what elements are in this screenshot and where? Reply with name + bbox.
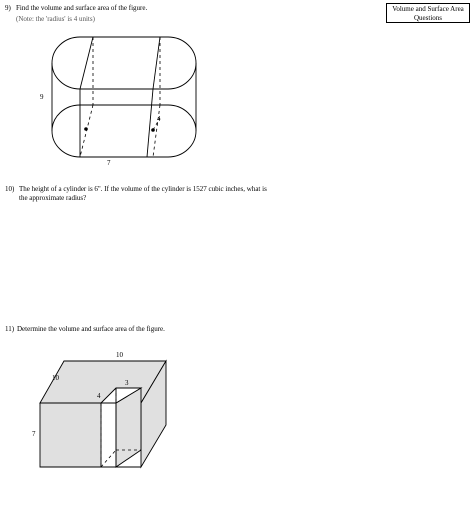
worksheet-title-line1: Volume and Surface Area (392, 5, 464, 13)
q9-radius-label: 4 (157, 115, 161, 123)
question-11-number: 11) (5, 325, 15, 333)
q11-top-width-label: 10 (116, 351, 123, 359)
question-11-text: Determine the volume and surface area of the figure. (17, 325, 165, 333)
right-center-dot (151, 128, 155, 132)
q9-length-label: 7 (107, 159, 111, 167)
top-capsule-face (52, 37, 196, 89)
hidden-bottom-left (80, 105, 93, 157)
front-left-seam (80, 37, 93, 89)
front-right-seam (153, 37, 160, 89)
question-9-number: 9) (5, 4, 11, 12)
question-10-line2: the approximate radius? (19, 194, 87, 202)
q11-notch-depth-label: 3 (125, 379, 129, 387)
capsule-prism-figure (0, 0, 474, 180)
left-center-dot (84, 127, 88, 131)
question-9-note: (Note: the 'radius' is 4 units) (16, 15, 95, 23)
bottom-capsule-face (52, 105, 196, 157)
question-10-line1: The height of a cylinder is 6". If the volume of the cylinder is 1527 cubic inches, what is (19, 185, 267, 193)
front-left-face (40, 403, 101, 467)
q11-notch-width-label: 4 (97, 392, 101, 400)
right-vertical-seam (147, 89, 153, 157)
question-9-text: Find the volume and surface area of the figure. (16, 4, 148, 12)
q11-depth-label: 10 (52, 374, 59, 382)
question-10-number: 10) (5, 185, 15, 193)
q11-height-label: 7 (32, 430, 36, 438)
hidden-notch-diagonal (101, 450, 116, 467)
notched-box-figure (0, 340, 474, 508)
q9-height-label: 9 (40, 93, 44, 101)
worksheet-title-line2: Questions (414, 14, 442, 22)
